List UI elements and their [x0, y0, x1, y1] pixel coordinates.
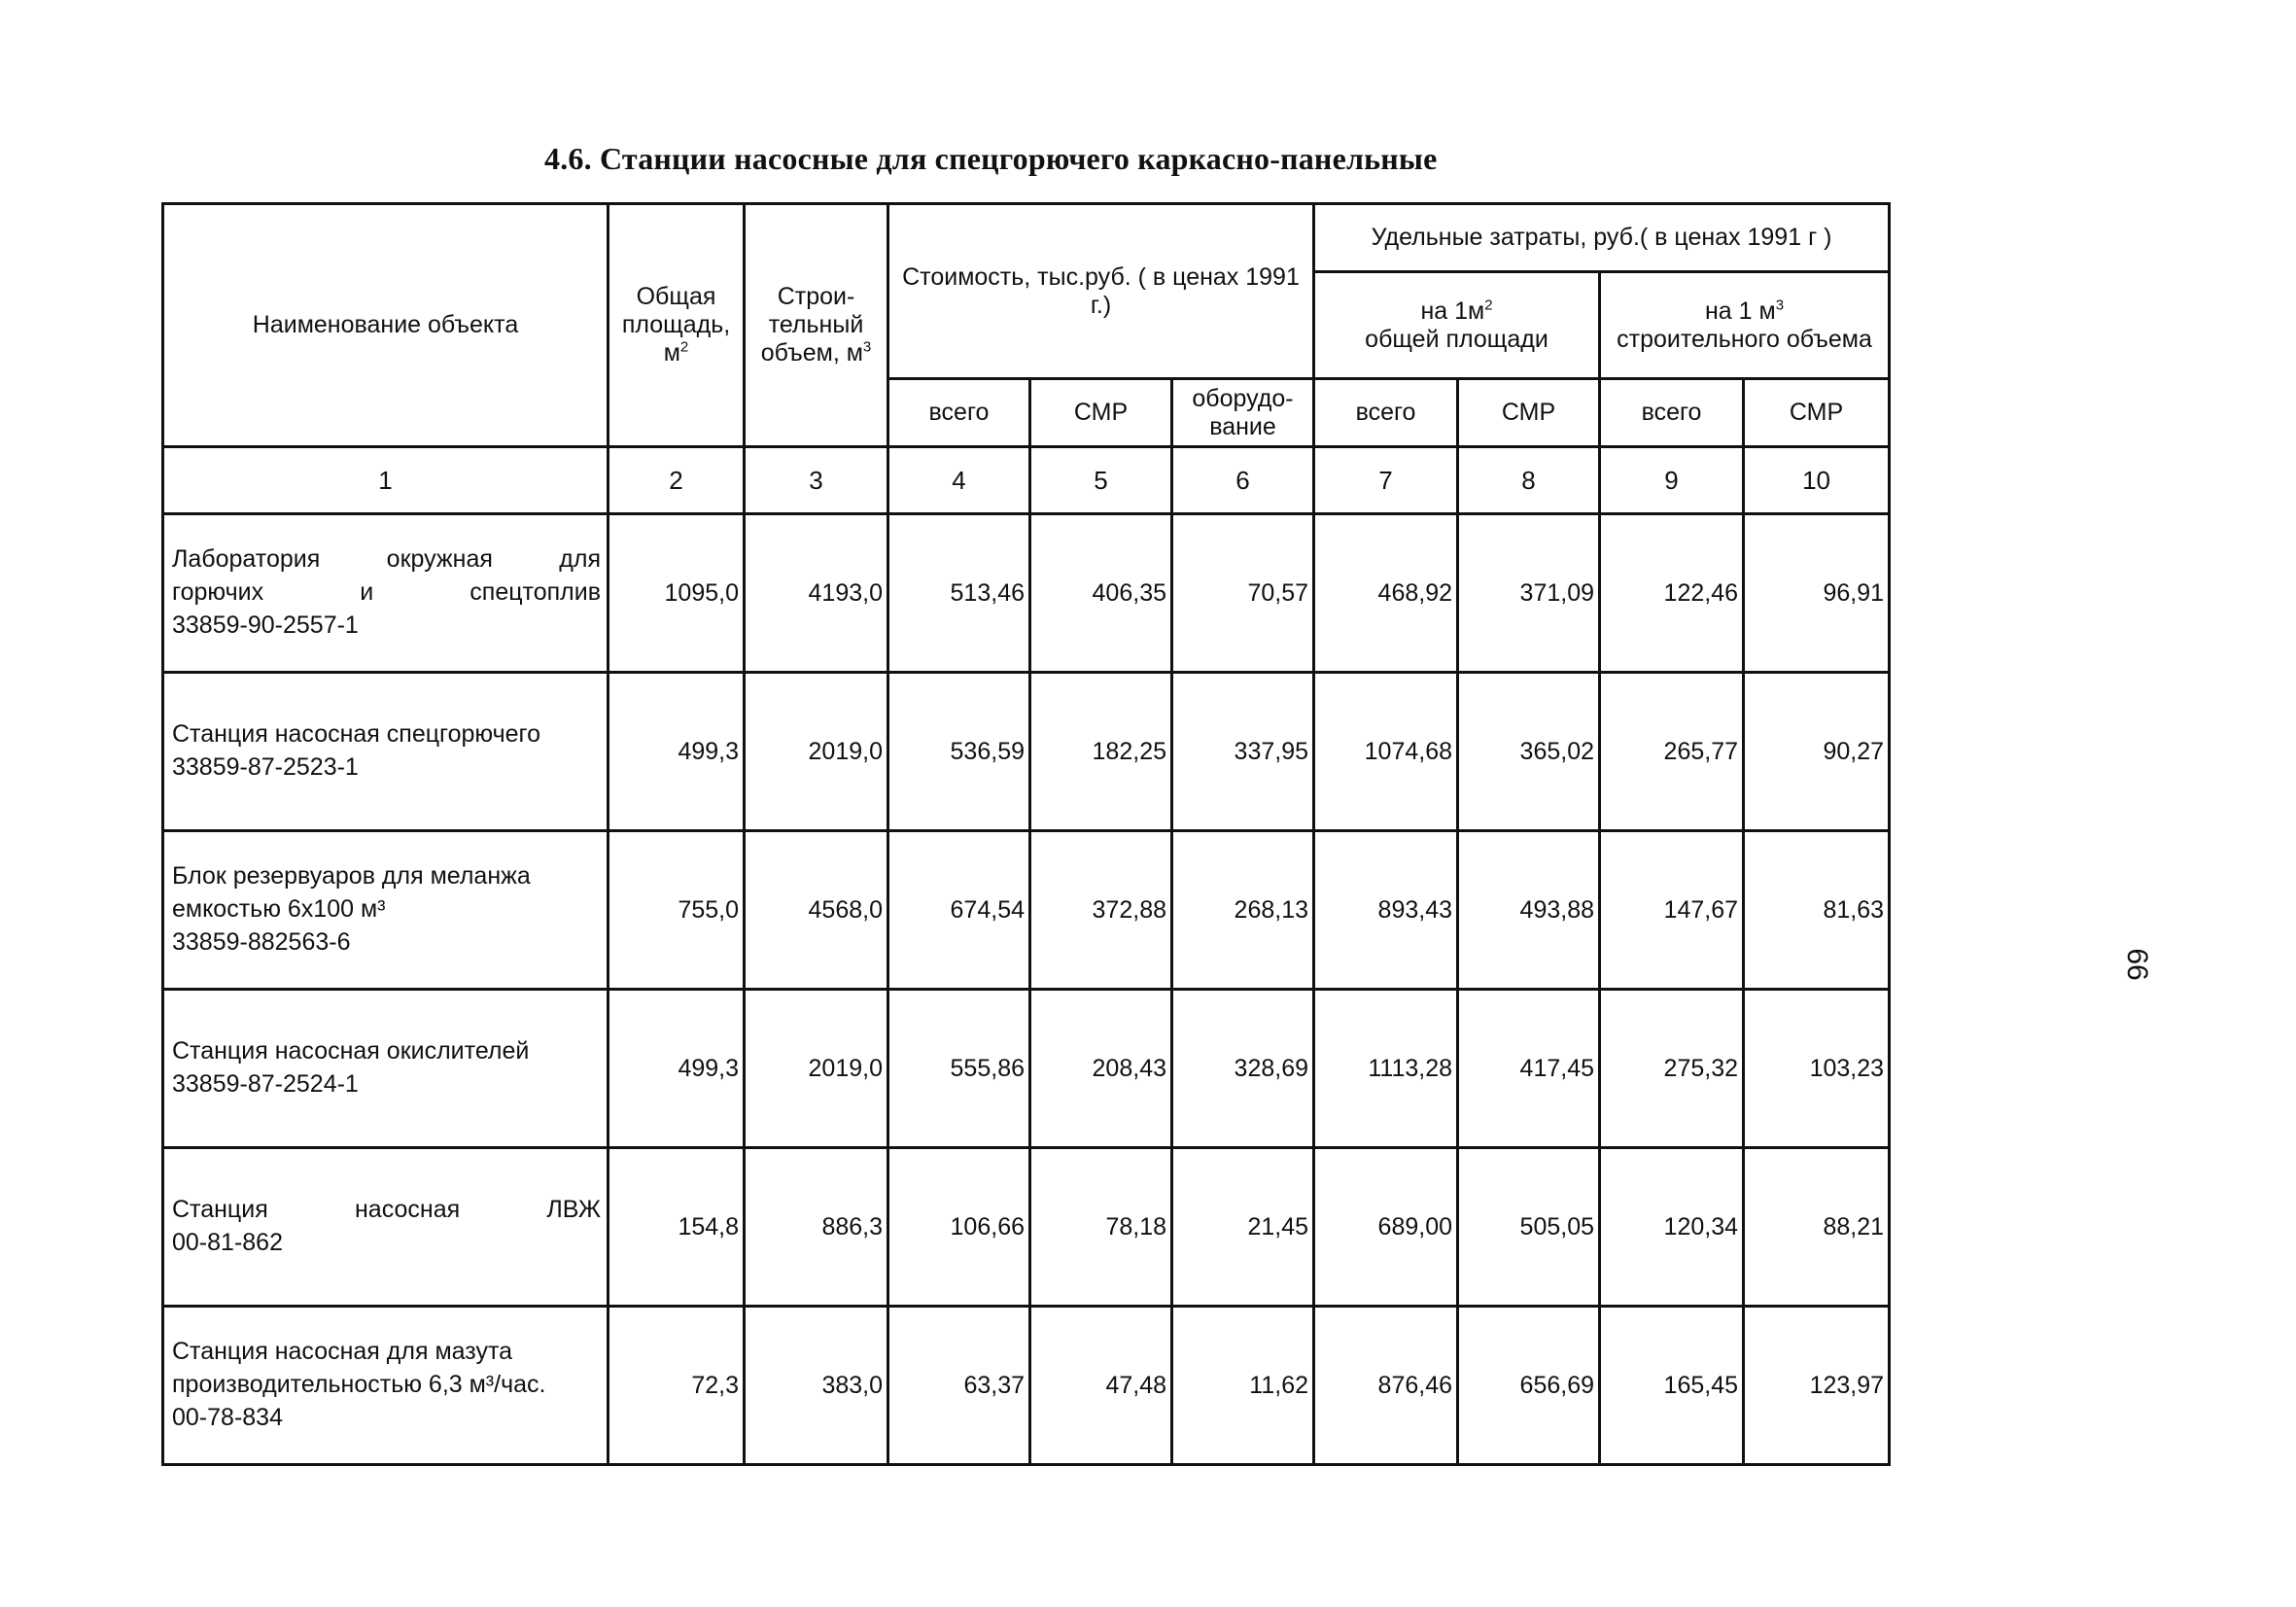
table-row	[163, 1148, 1890, 1307]
page-title: 4.6. Станции насосные для спецгорючего каркасно-панельные	[544, 141, 1438, 176]
header-per-m2: на $1м^2$ общей площади	[1314, 272, 1600, 379]
value-cell: 2019,0	[745, 673, 888, 831]
value-cell: 674,54	[888, 831, 1030, 990]
value-cell: 337,95	[1172, 673, 1314, 831]
value-cell: 11,62	[1172, 1307, 1314, 1465]
table-row	[163, 1307, 1890, 1465]
value-cell: 78,18	[1030, 1148, 1172, 1307]
value-cell: 120,34	[1600, 1148, 1744, 1307]
value-cell: 365,02	[1458, 673, 1600, 831]
value-cell: 555,86	[888, 990, 1030, 1148]
object-name-cell: Станция насосная окислителей 33859-87-2524-1	[163, 990, 609, 1148]
value-cell: 154,8	[609, 1148, 745, 1307]
value-cell: 123,97	[1744, 1307, 1890, 1465]
value-cell: 4193,0	[745, 514, 888, 673]
value-cell: 1113,28	[1314, 990, 1458, 1148]
object-name-cell: Блок резервуаров для меланжа емкостью 6х100 м³ 33859-882563-6	[163, 831, 609, 990]
value-cell: 208,43	[1030, 990, 1172, 1148]
header-per-m3: на 1 $м^3$ строительного объема	[1600, 272, 1890, 379]
value-cell: 90,27	[1744, 673, 1890, 831]
header-volume: Строи-тельный объем, $м^3$	[745, 204, 888, 447]
table-row	[163, 990, 1890, 1148]
header-area: Общая площадь, $м^2$	[609, 204, 745, 447]
column-number: 6	[1172, 447, 1314, 514]
value-cell: 755,0	[609, 831, 745, 990]
column-number: 1	[163, 447, 609, 514]
value-cell: 893,43	[1314, 831, 1458, 990]
value-cell: 182,25	[1030, 673, 1172, 831]
header-cost-smr: СМР	[1030, 379, 1172, 447]
value-cell: 122,46	[1600, 514, 1744, 673]
value-cell: 72,3	[609, 1307, 745, 1465]
header-name: Наименование объекта	[163, 204, 609, 447]
value-cell: 268,13	[1172, 831, 1314, 990]
value-cell: 372,88	[1030, 831, 1172, 990]
value-cell: 103,23	[1744, 990, 1890, 1148]
object-name-cell: Станция насосная ЛВЖ 00-81-862	[163, 1148, 609, 1307]
value-cell: 656,69	[1458, 1307, 1600, 1465]
value-cell: 499,3	[609, 673, 745, 831]
header-m3-smr: СМР	[1744, 379, 1890, 447]
header-cost: Стоимость, тыс.руб. ( в ценах 1991 г.)	[888, 204, 1314, 379]
value-cell: 886,3	[745, 1148, 888, 1307]
value-cell: 275,32	[1600, 990, 1744, 1148]
value-cell: 63,37	[888, 1307, 1030, 1465]
column-number: 8	[1458, 447, 1600, 514]
value-cell: 4568,0	[745, 831, 888, 990]
value-cell: 21,45	[1172, 1148, 1314, 1307]
value-cell: 536,59	[888, 673, 1030, 831]
value-cell: 96,91	[1744, 514, 1890, 673]
value-cell: 406,35	[1030, 514, 1172, 673]
header-m2-smr: СМР	[1458, 379, 1600, 447]
column-number: 9	[1600, 447, 1744, 514]
value-cell: 328,69	[1172, 990, 1314, 1148]
value-cell: 499,3	[609, 990, 745, 1148]
value-cell: 876,46	[1314, 1307, 1458, 1465]
object-name-cell: Станция насосная спецгорючего 33859-87-2523-1	[163, 673, 609, 831]
value-cell: 513,46	[888, 514, 1030, 673]
value-cell: 81,63	[1744, 831, 1890, 990]
column-number: 7	[1314, 447, 1458, 514]
value-cell: 1095,0	[609, 514, 745, 673]
column-number-row	[163, 447, 1890, 514]
value-cell: 47,48	[1030, 1307, 1172, 1465]
table-row	[163, 514, 1890, 673]
header-m3-total: всего	[1600, 379, 1744, 447]
header-specific: Удельные затраты, руб.( в ценах 1991 г )	[1314, 204, 1890, 272]
value-cell: 371,09	[1458, 514, 1600, 673]
column-number: 10	[1744, 447, 1890, 514]
value-cell: 689,00	[1314, 1148, 1458, 1307]
value-cell: 383,0	[745, 1307, 888, 1465]
header-cost-equipment: оборудо-вание	[1172, 379, 1314, 447]
object-name-cell: Станция насосная для мазута производительностью 6,3 м³/час. 00-78-834	[163, 1307, 609, 1465]
header-cost-total: всего	[888, 379, 1030, 447]
value-cell: 505,05	[1458, 1148, 1600, 1307]
value-cell: 147,67	[1600, 831, 1744, 990]
value-cell: 468,92	[1314, 514, 1458, 673]
value-cell: 165,45	[1600, 1307, 1744, 1465]
page-number: 66	[2121, 948, 2153, 981]
table-row	[163, 673, 1890, 831]
column-number: 5	[1030, 447, 1172, 514]
object-name-cell: Лаборатория окружная для горючих и спецтоплив 33859-90-2557-1	[163, 514, 609, 673]
header-m2-total: всего	[1314, 379, 1458, 447]
column-number: 4	[888, 447, 1030, 514]
value-cell: 2019,0	[745, 990, 888, 1148]
value-cell: 493,88	[1458, 831, 1600, 990]
column-number: 2	[609, 447, 745, 514]
value-cell: 88,21	[1744, 1148, 1890, 1307]
column-number: 3	[745, 447, 888, 514]
value-cell: 417,45	[1458, 990, 1600, 1148]
value-cell: 70,57	[1172, 514, 1314, 673]
table-row	[163, 831, 1890, 990]
value-cell: 106,66	[888, 1148, 1030, 1307]
cost-table	[161, 202, 1891, 1466]
value-cell: 265,77	[1600, 673, 1744, 831]
value-cell: 1074,68	[1314, 673, 1458, 831]
